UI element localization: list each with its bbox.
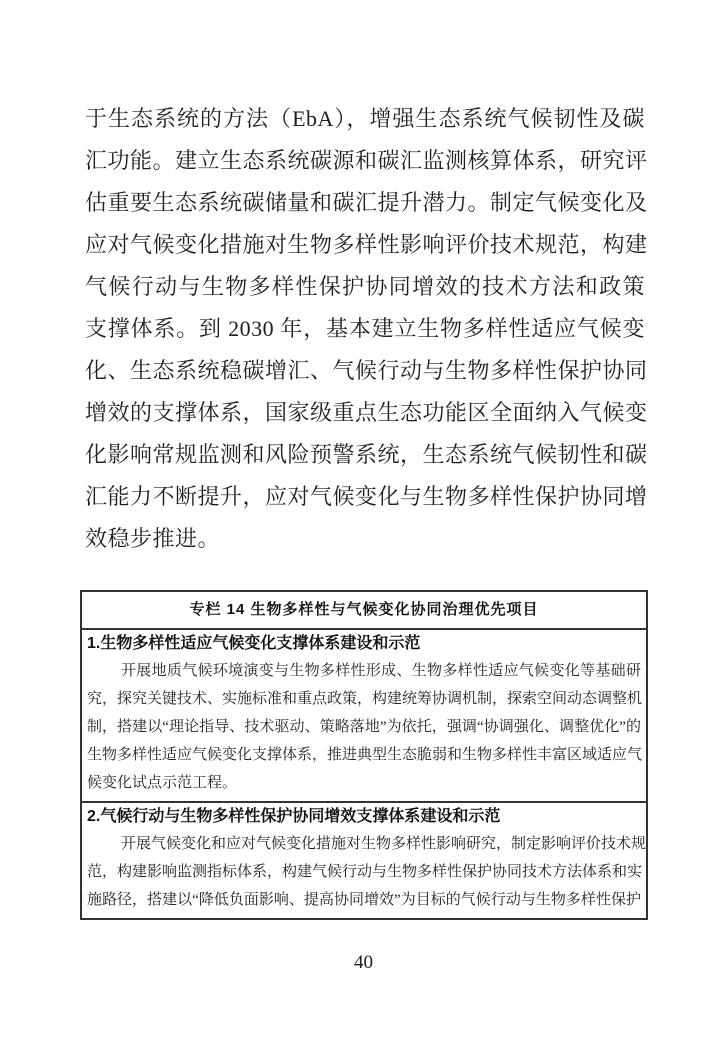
paragraph-line: 估重要生态系统碳储量和碳汇提升潜力。制定气候变化及 <box>85 190 648 215</box>
paragraph-line: 化影响常规监测和风险预警系统，生态系统气候韧性和碳 <box>85 442 648 467</box>
paragraph-line: 于生态系统的方法（EbA），增强生态系统气候韧性及碳 <box>85 106 645 131</box>
paragraph-line: 增效的支撑体系，国家级重点生态功能区全面纳入气候变 <box>85 400 648 425</box>
section-body-line: 究，探究关键技术、实施标准和重点政策，构建统筹协调机制，探索空间动态调整机 <box>87 691 643 707</box>
main-paragraph <box>85 98 648 560</box>
section-body-line: 制，搭建以“理论指导、技术驱动、策略落地”为依托，强调“协调强化、调整优化”的 <box>87 719 641 735</box>
paragraph-line: 汇功能。建立生态系统碳源和碳汇监测核算体系，研究评 <box>85 148 648 173</box>
paragraph-line: 化、生态系统稳碳增汇、气候行动与生物多样性保护协同 <box>85 358 648 383</box>
panel-title: 专栏 14 生物多样性与气候变化协同治理优先项目 <box>82 592 646 630</box>
paragraph-line: 效稳步推进。 <box>85 526 221 551</box>
paragraph-line: 汇能力不断提升，应对气候变化与生物多样性保护协同增 <box>85 484 648 509</box>
highlight-panel-box14 <box>80 590 648 920</box>
section-body-line: 范，构建影响监测指标体系，构建气候行动与生物多样性保护协同技术方法体系和实 <box>87 864 643 880</box>
section-heading: 2.气候行动与生物多样性保护协同增效支撑体系建设和示范 <box>87 808 501 825</box>
section-body-line: 开展气候变化和应对气候变化措施对生物多样性影响研究，制定影响评价技术规 <box>121 836 647 852</box>
section-heading: 1.生物多样性适应气候变化支撑体系建设和示范 <box>87 635 421 652</box>
section-body-line: 开展地质气候环境演变与生物多样性形成、生物多样性适应气候变化等基础研 <box>121 663 641 679</box>
panel-section-1 <box>82 630 646 801</box>
paragraph-line: 支撑体系。到 2030 年，基本建立生物多样性适应气候变 <box>85 316 645 341</box>
page-number: 40 <box>354 952 373 973</box>
paragraph-line: 应对气候变化措施对生物多样性影响评价技术规范，构建 <box>85 232 648 257</box>
paragraph-line: 气候行动与生物多样性保护协同增效的技术方法和政策 <box>85 274 645 299</box>
section-body-line: 生物多样性适应气候变化支撑体系，推进典型生态脆弱和生物多样性丰富区域适应气 <box>87 747 643 763</box>
section-body-line: 候变化试点示范工程。 <box>87 775 238 791</box>
section-body-line: 施路径，搭建以“降低负面影响、提高协同增效”为目标的气候行动与生物多样性保护 <box>87 892 641 908</box>
panel-section-2 <box>82 801 646 918</box>
